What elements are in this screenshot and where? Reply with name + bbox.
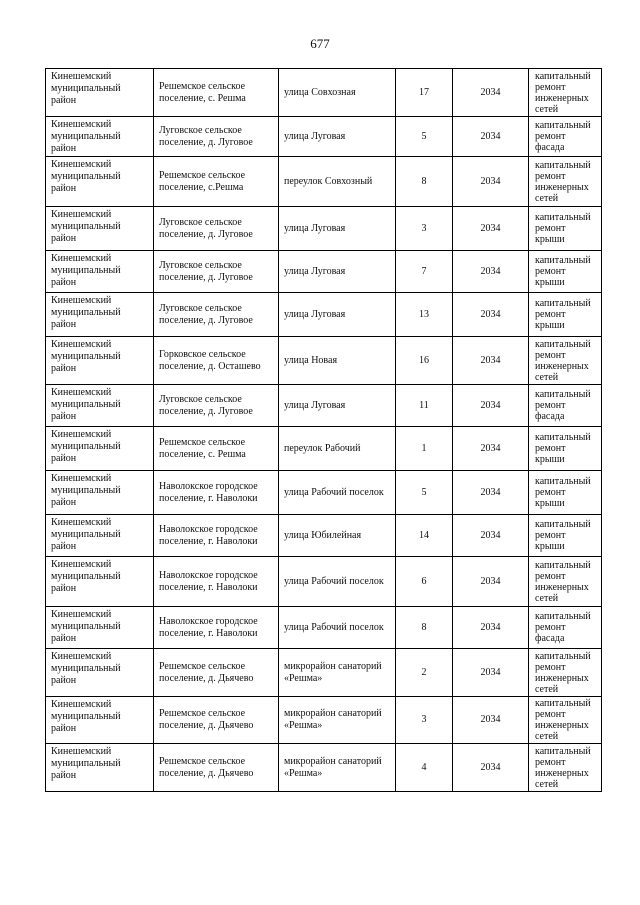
cell-year: 2034 <box>453 69 529 117</box>
cell-district: Кинешемский муниципальный район <box>46 427 154 471</box>
cell-street: улица Луговая <box>279 251 396 293</box>
cell-settlement: Наволокское городское поселение, г. Наволоки <box>154 607 279 649</box>
cell-district: Кинешемский муниципальный район <box>46 157 154 207</box>
cell-district: Кинешемский муниципальный район <box>46 69 154 117</box>
cell-street: переулок Совхозный <box>279 157 396 207</box>
cell-house-number: 16 <box>396 337 453 385</box>
cell-year: 2034 <box>453 427 529 471</box>
cell-district: Кинешемский муниципальный район <box>46 557 154 607</box>
cell-year: 2034 <box>453 207 529 251</box>
cell-house-number: 1 <box>396 427 453 471</box>
cell-year: 2034 <box>453 607 529 649</box>
table-row <box>46 427 602 471</box>
cell-year: 2034 <box>453 385 529 427</box>
cell-settlement: Решемское сельское поселение, с. Решма <box>154 69 279 117</box>
table-row <box>46 649 602 697</box>
cell-year: 2034 <box>453 697 529 744</box>
table-row <box>46 515 602 557</box>
cell-district: Кинешемский муниципальный район <box>46 515 154 557</box>
cell-house-number: 6 <box>396 557 453 607</box>
repair-schedule-table <box>45 68 602 792</box>
cell-year: 2034 <box>453 157 529 207</box>
cell-district: Кинешемский муниципальный район <box>46 744 154 792</box>
cell-district: Кинешемский муниципальный район <box>46 649 154 697</box>
table-row <box>46 607 602 649</box>
cell-settlement: Горковское сельское поселение, д. Осташево <box>154 337 279 385</box>
table-row <box>46 207 602 251</box>
table-body <box>46 69 602 792</box>
cell-district: Кинешемский муниципальный район <box>46 207 154 251</box>
cell-year: 2034 <box>453 337 529 385</box>
cell-district: Кинешемский муниципальный район <box>46 293 154 337</box>
cell-district: Кинешемский муниципальный район <box>46 697 154 744</box>
table-row <box>46 117 602 157</box>
cell-settlement: Решемское сельское поселение, д. Дьячево <box>154 697 279 744</box>
table-row <box>46 337 602 385</box>
cell-year: 2034 <box>453 649 529 697</box>
cell-work-type: капитальный ремонт крыши <box>529 427 602 471</box>
cell-work-type: капитальный ремонт крыши <box>529 251 602 293</box>
cell-district: Кинешемский муниципальный район <box>46 117 154 157</box>
cell-house-number: 2 <box>396 649 453 697</box>
cell-work-type: капитальный ремонт инженерных сетей <box>529 157 602 207</box>
table-row <box>46 744 602 792</box>
cell-street: улица Рабочий поселок <box>279 557 396 607</box>
cell-work-type: капитальный ремонт крыши <box>529 515 602 557</box>
cell-work-type: капитальный ремонт фасада <box>529 385 602 427</box>
cell-work-type: капитальный ремонт крыши <box>529 207 602 251</box>
cell-year: 2034 <box>453 251 529 293</box>
cell-district: Кинешемский муниципальный район <box>46 251 154 293</box>
cell-work-type: капитальный ремонт инженерных сетей <box>529 557 602 607</box>
cell-house-number: 3 <box>396 697 453 744</box>
cell-work-type: капитальный ремонт инженерных сетей <box>529 337 602 385</box>
cell-street: улица Рабочий поселок <box>279 607 396 649</box>
cell-settlement: Луговское сельское поселение, д. Луговое <box>154 251 279 293</box>
table-row <box>46 471 602 515</box>
cell-house-number: 8 <box>396 157 453 207</box>
cell-street: улица Рабочий поселок <box>279 471 396 515</box>
cell-settlement: Луговское сельское поселение, д. Луговое <box>154 117 279 157</box>
cell-house-number: 3 <box>396 207 453 251</box>
cell-settlement: Наволокское городское поселение, г. Наволоки <box>154 557 279 607</box>
cell-work-type: капитальный ремонт крыши <box>529 293 602 337</box>
cell-year: 2034 <box>453 471 529 515</box>
cell-street: переулок Рабочий <box>279 427 396 471</box>
page-number: 677 <box>310 36 330 51</box>
cell-house-number: 7 <box>396 251 453 293</box>
table-row <box>46 697 602 744</box>
cell-street: микрорайон санаторий «Решма» <box>279 744 396 792</box>
cell-work-type: капитальный ремонт фасада <box>529 607 602 649</box>
cell-house-number: 4 <box>396 744 453 792</box>
cell-street: улица Луговая <box>279 293 396 337</box>
cell-settlement: Решемское сельское поселение, с.Решма <box>154 157 279 207</box>
cell-settlement: Наволокское городское поселение, г. Наволоки <box>154 515 279 557</box>
cell-house-number: 14 <box>396 515 453 557</box>
cell-street: улица Новая <box>279 337 396 385</box>
cell-street: улица Луговая <box>279 385 396 427</box>
cell-street: улица Совхозная <box>279 69 396 117</box>
cell-street: улица Юбилейная <box>279 515 396 557</box>
cell-work-type: капитальный ремонт инженерных сетей <box>529 69 602 117</box>
cell-house-number: 5 <box>396 117 453 157</box>
cell-district: Кинешемский муниципальный район <box>46 385 154 427</box>
cell-street: улица Луговая <box>279 207 396 251</box>
cell-year: 2034 <box>453 744 529 792</box>
cell-district: Кинешемский муниципальный район <box>46 607 154 649</box>
cell-settlement: Наволокское городское поселение, г. Наволоки <box>154 471 279 515</box>
cell-settlement: Решемское сельское поселение, д. Дьячево <box>154 744 279 792</box>
table-row <box>46 385 602 427</box>
cell-settlement: Луговское сельское поселение, д. Луговое <box>154 207 279 251</box>
cell-year: 2034 <box>453 293 529 337</box>
cell-work-type: капитальный ремонт крыши <box>529 471 602 515</box>
table-row <box>46 69 602 117</box>
table-row <box>46 251 602 293</box>
table-row <box>46 293 602 337</box>
cell-house-number: 5 <box>396 471 453 515</box>
cell-year: 2034 <box>453 557 529 607</box>
cell-street: микрорайон санаторий «Решма» <box>279 697 396 744</box>
cell-work-type: капитальный ремонт инженерных сетей <box>529 697 602 744</box>
cell-house-number: 17 <box>396 69 453 117</box>
table-row <box>46 157 602 207</box>
cell-district: Кинешемский муниципальный район <box>46 337 154 385</box>
cell-street: микрорайон санаторий «Решма» <box>279 649 396 697</box>
cell-work-type: капитальный ремонт инженерных сетей <box>529 744 602 792</box>
cell-settlement: Решемское сельское поселение, с. Решма <box>154 427 279 471</box>
cell-settlement: Луговское сельское поселение, д. Луговое <box>154 293 279 337</box>
cell-year: 2034 <box>453 117 529 157</box>
cell-house-number: 13 <box>396 293 453 337</box>
cell-settlement: Луговское сельское поселение, д. Луговое <box>154 385 279 427</box>
cell-house-number: 11 <box>396 385 453 427</box>
cell-street: улица Луговая <box>279 117 396 157</box>
cell-year: 2034 <box>453 515 529 557</box>
cell-work-type: капитальный ремонт инженерных сетей <box>529 649 602 697</box>
cell-district: Кинешемский муниципальный район <box>46 471 154 515</box>
cell-work-type: капитальный ремонт фасада <box>529 117 602 157</box>
cell-house-number: 8 <box>396 607 453 649</box>
cell-settlement: Решемское сельское поселение, д. Дьячево <box>154 649 279 697</box>
table-row <box>46 557 602 607</box>
